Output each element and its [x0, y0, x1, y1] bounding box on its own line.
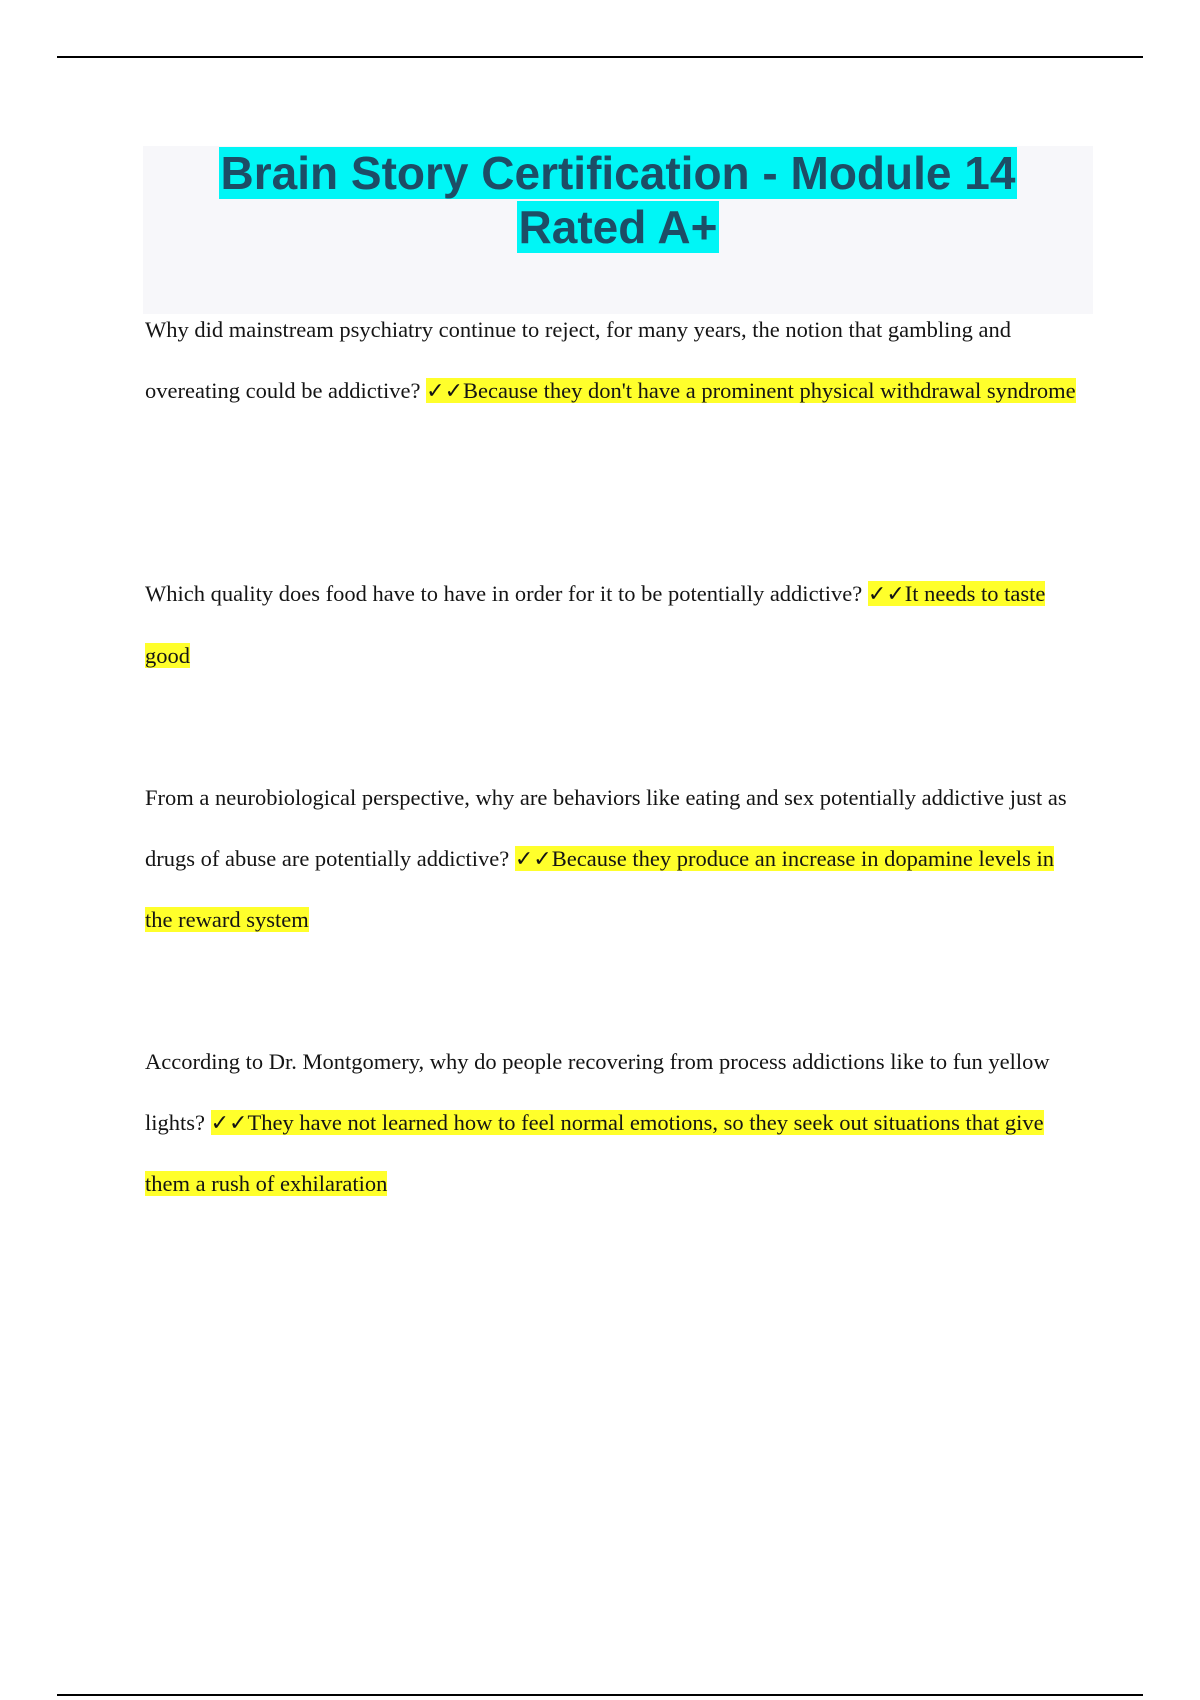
- question-text: Which quality does food have to have in order for it to be potentially addictive?: [145, 581, 863, 606]
- question-text: From a neurobiological perspective, why are behaviors like eating and sex potentially addictive just as drugs of abuse are potentially addictive?: [145, 785, 1067, 871]
- question-text: Why did mainstream psychiatry continue to reject, for many years, the notion that gambling and overeating could be addictive?: [145, 317, 1012, 403]
- question-text: According to Dr. Montgomery, why do people recovering from process addictions like to fun yellow lights?: [145, 1049, 1050, 1135]
- qa-item-2: [145, 564, 1080, 686]
- title-block: [143, 146, 1093, 314]
- double-check-icon: ✓✓: [426, 378, 464, 404]
- page-title-line-2: Rated A+: [518, 201, 718, 253]
- answer-text: ✓✓Because they produce an increase in dopamine levels in the reward system: [145, 845, 1055, 932]
- double-check-icon: ✓✓: [514, 846, 552, 872]
- page-title-line-1: Brain Story Certification - Module 14: [220, 147, 1016, 199]
- qa-item-3: [145, 768, 1080, 951]
- answer-text: ✓✓It needs to taste good: [145, 581, 1046, 668]
- answer-text: ✓✓They have not learned how to feel normal emotions, so they seek out situations that give them a rush of exhilaration: [145, 1109, 1044, 1196]
- double-check-icon: ✓✓: [867, 582, 905, 607]
- bottom-rule: [57, 1694, 1143, 1696]
- double-check-icon: ✓✓: [210, 1110, 248, 1136]
- qa-item-4: [145, 1032, 1080, 1215]
- qa-item-1: [145, 300, 1080, 422]
- answer-text: ✓✓Because they don't have a prominent physical withdrawal syndrome: [426, 377, 1076, 404]
- top-rule: [57, 56, 1143, 58]
